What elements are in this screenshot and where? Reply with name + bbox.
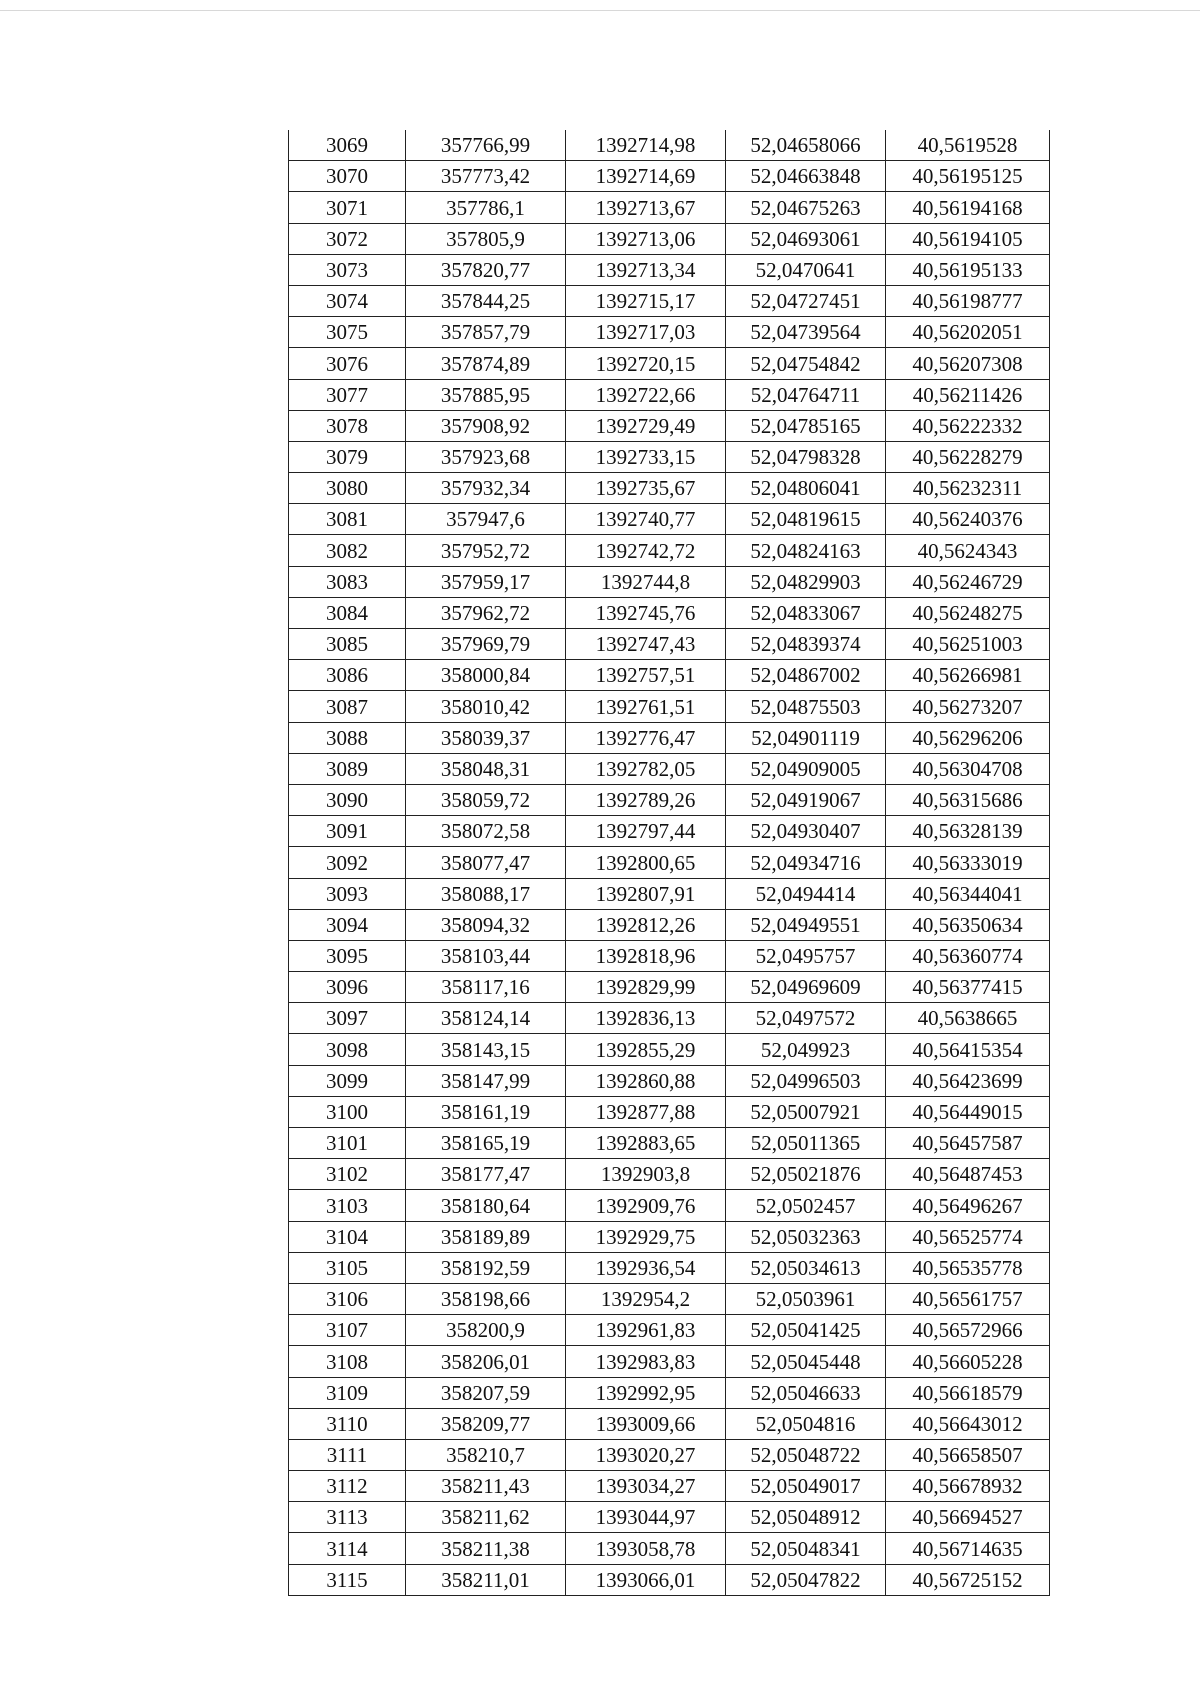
point-number-cell: 3103 (289, 1190, 406, 1221)
point-number-cell: 3080 (289, 473, 406, 504)
y-coordinate-cell: 1392797,44 (566, 816, 726, 847)
point-number-cell: 3085 (289, 629, 406, 660)
latitude-cell: 52,04663848 (726, 161, 886, 192)
x-coordinate-cell: 358088,17 (406, 878, 566, 909)
table-row (289, 285, 1050, 316)
point-number-cell: 3078 (289, 410, 406, 441)
y-coordinate-cell: 1392800,65 (566, 847, 726, 878)
table-row (289, 1003, 1050, 1034)
longitude-cell: 40,56487453 (886, 1159, 1050, 1190)
table-row (289, 254, 1050, 285)
point-number-cell: 3089 (289, 753, 406, 784)
y-coordinate-cell: 1393058,78 (566, 1533, 726, 1564)
y-coordinate-cell: 1392713,06 (566, 223, 726, 254)
y-coordinate-cell: 1392733,15 (566, 441, 726, 472)
x-coordinate-cell: 358161,19 (406, 1096, 566, 1127)
longitude-cell: 40,56344041 (886, 878, 1050, 909)
table-row (289, 223, 1050, 254)
table-row (289, 597, 1050, 628)
latitude-cell: 52,04675263 (726, 192, 886, 223)
latitude-cell: 52,04754842 (726, 348, 886, 379)
latitude-cell: 52,0494414 (726, 878, 886, 909)
table-row (289, 1533, 1050, 1564)
y-coordinate-cell: 1392714,98 (566, 130, 726, 161)
x-coordinate-cell: 358010,42 (406, 691, 566, 722)
latitude-cell: 52,04930407 (726, 816, 886, 847)
point-number-cell: 3101 (289, 1128, 406, 1159)
table-row (289, 130, 1050, 161)
table-row (289, 972, 1050, 1003)
longitude-cell: 40,56240376 (886, 504, 1050, 535)
latitude-cell: 52,049923 (726, 1034, 886, 1065)
latitude-cell: 52,0497572 (726, 1003, 886, 1034)
table-row (289, 379, 1050, 410)
table-row (289, 847, 1050, 878)
latitude-cell: 52,04875503 (726, 691, 886, 722)
point-number-cell: 3076 (289, 348, 406, 379)
table-row (289, 753, 1050, 784)
longitude-cell: 40,56333019 (886, 847, 1050, 878)
point-number-cell: 3090 (289, 784, 406, 815)
y-coordinate-cell: 1392855,29 (566, 1034, 726, 1065)
y-coordinate-cell: 1392903,8 (566, 1159, 726, 1190)
latitude-cell: 52,0504816 (726, 1408, 886, 1439)
point-number-cell: 3096 (289, 972, 406, 1003)
y-coordinate-cell: 1392714,69 (566, 161, 726, 192)
table-row (289, 1221, 1050, 1252)
table-row (289, 161, 1050, 192)
y-coordinate-cell: 1392715,17 (566, 285, 726, 316)
longitude-cell: 40,56535778 (886, 1252, 1050, 1283)
x-coordinate-cell: 357908,92 (406, 410, 566, 441)
longitude-cell: 40,56273207 (886, 691, 1050, 722)
longitude-cell: 40,56228279 (886, 441, 1050, 472)
latitude-cell: 52,04833067 (726, 597, 886, 628)
latitude-cell: 52,0503961 (726, 1283, 886, 1314)
point-number-cell: 3071 (289, 192, 406, 223)
latitude-cell: 52,04658066 (726, 130, 886, 161)
y-coordinate-cell: 1393034,27 (566, 1471, 726, 1502)
point-number-cell: 3073 (289, 254, 406, 285)
table-row (289, 1283, 1050, 1314)
coordinates-table-body (289, 130, 1050, 1595)
x-coordinate-cell: 358048,31 (406, 753, 566, 784)
longitude-cell: 40,56304708 (886, 753, 1050, 784)
x-coordinate-cell: 358211,38 (406, 1533, 566, 1564)
longitude-cell: 40,56194105 (886, 223, 1050, 254)
table-row (289, 1377, 1050, 1408)
y-coordinate-cell: 1392742,72 (566, 535, 726, 566)
table-row (289, 1159, 1050, 1190)
longitude-cell: 40,56694527 (886, 1502, 1050, 1533)
table-row (289, 784, 1050, 815)
latitude-cell: 52,04785165 (726, 410, 886, 441)
x-coordinate-cell: 358192,59 (406, 1252, 566, 1283)
longitude-cell: 40,56248275 (886, 597, 1050, 628)
y-coordinate-cell: 1392909,76 (566, 1190, 726, 1221)
y-coordinate-cell: 1392877,88 (566, 1096, 726, 1127)
latitude-cell: 52,05007921 (726, 1096, 886, 1127)
y-coordinate-cell: 1392883,65 (566, 1128, 726, 1159)
table-row (289, 192, 1050, 223)
table-row (289, 878, 1050, 909)
longitude-cell: 40,56678932 (886, 1471, 1050, 1502)
y-coordinate-cell: 1392745,76 (566, 597, 726, 628)
latitude-cell: 52,04919067 (726, 784, 886, 815)
x-coordinate-cell: 358198,66 (406, 1283, 566, 1314)
x-coordinate-cell: 357805,9 (406, 223, 566, 254)
y-coordinate-cell: 1392992,95 (566, 1377, 726, 1408)
table-row (289, 1564, 1050, 1595)
latitude-cell: 52,05045448 (726, 1346, 886, 1377)
x-coordinate-cell: 358206,01 (406, 1346, 566, 1377)
latitude-cell: 52,04949551 (726, 909, 886, 940)
longitude-cell: 40,56561757 (886, 1283, 1050, 1314)
point-number-cell: 3075 (289, 317, 406, 348)
latitude-cell: 52,05041425 (726, 1315, 886, 1346)
point-number-cell: 3111 (289, 1439, 406, 1470)
x-coordinate-cell: 358211,01 (406, 1564, 566, 1595)
point-number-cell: 3087 (289, 691, 406, 722)
x-coordinate-cell: 357786,1 (406, 192, 566, 223)
table-row (289, 1065, 1050, 1096)
x-coordinate-cell: 358039,37 (406, 722, 566, 753)
x-coordinate-cell: 358165,19 (406, 1128, 566, 1159)
x-coordinate-cell: 358211,43 (406, 1471, 566, 1502)
longitude-cell: 40,56423699 (886, 1065, 1050, 1096)
y-coordinate-cell: 1392961,83 (566, 1315, 726, 1346)
point-number-cell: 3109 (289, 1377, 406, 1408)
y-coordinate-cell: 1392983,83 (566, 1346, 726, 1377)
point-number-cell: 3093 (289, 878, 406, 909)
longitude-cell: 40,56207308 (886, 348, 1050, 379)
y-coordinate-cell: 1392807,91 (566, 878, 726, 909)
table-row (289, 1190, 1050, 1221)
longitude-cell: 40,56377415 (886, 972, 1050, 1003)
x-coordinate-cell: 357959,17 (406, 566, 566, 597)
latitude-cell: 52,04798328 (726, 441, 886, 472)
longitude-cell: 40,56415354 (886, 1034, 1050, 1065)
point-number-cell: 3099 (289, 1065, 406, 1096)
x-coordinate-cell: 358094,32 (406, 909, 566, 940)
x-coordinate-cell: 357923,68 (406, 441, 566, 472)
latitude-cell: 52,04764711 (726, 379, 886, 410)
table-row (289, 1408, 1050, 1439)
x-coordinate-cell: 358077,47 (406, 847, 566, 878)
table-row (289, 722, 1050, 753)
y-coordinate-cell: 1392740,77 (566, 504, 726, 535)
table-row (289, 566, 1050, 597)
latitude-cell: 52,04693061 (726, 223, 886, 254)
y-coordinate-cell: 1392860,88 (566, 1065, 726, 1096)
y-coordinate-cell: 1392720,15 (566, 348, 726, 379)
table-row (289, 1252, 1050, 1283)
table-row (289, 691, 1050, 722)
longitude-cell: 40,56246729 (886, 566, 1050, 597)
table-row (289, 660, 1050, 691)
x-coordinate-cell: 357874,89 (406, 348, 566, 379)
longitude-cell: 40,56572966 (886, 1315, 1050, 1346)
latitude-cell: 52,04901119 (726, 722, 886, 753)
y-coordinate-cell: 1392782,05 (566, 753, 726, 784)
x-coordinate-cell: 358147,99 (406, 1065, 566, 1096)
point-number-cell: 3105 (289, 1252, 406, 1283)
longitude-cell: 40,56714635 (886, 1533, 1050, 1564)
longitude-cell: 40,56605228 (886, 1346, 1050, 1377)
point-number-cell: 3102 (289, 1159, 406, 1190)
latitude-cell: 52,05032363 (726, 1221, 886, 1252)
latitude-cell: 52,0502457 (726, 1190, 886, 1221)
table-row (289, 1346, 1050, 1377)
latitude-cell: 52,05049017 (726, 1471, 886, 1502)
latitude-cell: 52,04824163 (726, 535, 886, 566)
y-coordinate-cell: 1392735,67 (566, 473, 726, 504)
latitude-cell: 52,05034613 (726, 1252, 886, 1283)
longitude-cell: 40,56725152 (886, 1564, 1050, 1595)
y-coordinate-cell: 1392722,66 (566, 379, 726, 410)
point-number-cell: 3097 (289, 1003, 406, 1034)
x-coordinate-cell: 357962,72 (406, 597, 566, 628)
table-row (289, 940, 1050, 971)
point-number-cell: 3115 (289, 1564, 406, 1595)
point-number-cell: 3108 (289, 1346, 406, 1377)
longitude-cell: 40,56202051 (886, 317, 1050, 348)
longitude-cell: 40,56251003 (886, 629, 1050, 660)
point-number-cell: 3084 (289, 597, 406, 628)
x-coordinate-cell: 358072,58 (406, 816, 566, 847)
x-coordinate-cell: 358200,9 (406, 1315, 566, 1346)
point-number-cell: 3082 (289, 535, 406, 566)
x-coordinate-cell: 357952,72 (406, 535, 566, 566)
longitude-cell: 40,56198777 (886, 285, 1050, 316)
x-coordinate-cell: 357932,34 (406, 473, 566, 504)
table-row (289, 909, 1050, 940)
point-number-cell: 3069 (289, 130, 406, 161)
y-coordinate-cell: 1392818,96 (566, 940, 726, 971)
y-coordinate-cell: 1392936,54 (566, 1252, 726, 1283)
y-coordinate-cell: 1392789,26 (566, 784, 726, 815)
longitude-cell: 40,56328139 (886, 816, 1050, 847)
longitude-cell: 40,5624343 (886, 535, 1050, 566)
y-coordinate-cell: 1392744,8 (566, 566, 726, 597)
longitude-cell: 40,56211426 (886, 379, 1050, 410)
latitude-cell: 52,04839374 (726, 629, 886, 660)
x-coordinate-cell: 357820,77 (406, 254, 566, 285)
y-coordinate-cell: 1393044,97 (566, 1502, 726, 1533)
x-coordinate-cell: 358207,59 (406, 1377, 566, 1408)
longitude-cell: 40,56232311 (886, 473, 1050, 504)
longitude-cell: 40,56350634 (886, 909, 1050, 940)
table-row (289, 629, 1050, 660)
point-number-cell: 3081 (289, 504, 406, 535)
longitude-cell: 40,56195125 (886, 161, 1050, 192)
longitude-cell: 40,56618579 (886, 1377, 1050, 1408)
point-number-cell: 3094 (289, 909, 406, 940)
latitude-cell: 52,05046633 (726, 1377, 886, 1408)
x-coordinate-cell: 357969,79 (406, 629, 566, 660)
x-coordinate-cell: 357885,95 (406, 379, 566, 410)
point-number-cell: 3106 (289, 1283, 406, 1314)
latitude-cell: 52,04969609 (726, 972, 886, 1003)
x-coordinate-cell: 358210,7 (406, 1439, 566, 1470)
point-number-cell: 3091 (289, 816, 406, 847)
latitude-cell: 52,04829903 (726, 566, 886, 597)
x-coordinate-cell: 358124,14 (406, 1003, 566, 1034)
coordinates-table (288, 130, 1050, 1596)
x-coordinate-cell: 358180,64 (406, 1190, 566, 1221)
longitude-cell: 40,56457587 (886, 1128, 1050, 1159)
y-coordinate-cell: 1392713,34 (566, 254, 726, 285)
y-coordinate-cell: 1392713,67 (566, 192, 726, 223)
x-coordinate-cell: 358059,72 (406, 784, 566, 815)
table-row (289, 1439, 1050, 1470)
latitude-cell: 52,05048722 (726, 1439, 886, 1470)
table-row (289, 317, 1050, 348)
latitude-cell: 52,04739564 (726, 317, 886, 348)
longitude-cell: 40,56194168 (886, 192, 1050, 223)
latitude-cell: 52,05011365 (726, 1128, 886, 1159)
y-coordinate-cell: 1392829,99 (566, 972, 726, 1003)
y-coordinate-cell: 1392747,43 (566, 629, 726, 660)
point-number-cell: 3072 (289, 223, 406, 254)
latitude-cell: 52,05048341 (726, 1533, 886, 1564)
y-coordinate-cell: 1393020,27 (566, 1439, 726, 1470)
y-coordinate-cell: 1392776,47 (566, 722, 726, 753)
y-coordinate-cell: 1392836,13 (566, 1003, 726, 1034)
x-coordinate-cell: 358189,89 (406, 1221, 566, 1252)
latitude-cell: 52,04996503 (726, 1065, 886, 1096)
x-coordinate-cell: 357766,99 (406, 130, 566, 161)
y-coordinate-cell: 1392812,26 (566, 909, 726, 940)
longitude-cell: 40,56525774 (886, 1221, 1050, 1252)
point-number-cell: 3088 (289, 722, 406, 753)
point-number-cell: 3079 (289, 441, 406, 472)
point-number-cell: 3110 (289, 1408, 406, 1439)
x-coordinate-cell: 358103,44 (406, 940, 566, 971)
y-coordinate-cell: 1392954,2 (566, 1283, 726, 1314)
point-number-cell: 3086 (289, 660, 406, 691)
y-coordinate-cell: 1393009,66 (566, 1408, 726, 1439)
latitude-cell: 52,04727451 (726, 285, 886, 316)
x-coordinate-cell: 357773,42 (406, 161, 566, 192)
latitude-cell: 52,05047822 (726, 1564, 886, 1595)
latitude-cell: 52,04934716 (726, 847, 886, 878)
point-number-cell: 3092 (289, 847, 406, 878)
y-coordinate-cell: 1392757,51 (566, 660, 726, 691)
longitude-cell: 40,56315686 (886, 784, 1050, 815)
table-row (289, 1034, 1050, 1065)
y-coordinate-cell: 1393066,01 (566, 1564, 726, 1595)
x-coordinate-cell: 358117,16 (406, 972, 566, 1003)
longitude-cell: 40,56643012 (886, 1408, 1050, 1439)
x-coordinate-cell: 358177,47 (406, 1159, 566, 1190)
y-coordinate-cell: 1392729,49 (566, 410, 726, 441)
longitude-cell: 40,5619528 (886, 130, 1050, 161)
point-number-cell: 3074 (289, 285, 406, 316)
table-row (289, 473, 1050, 504)
longitude-cell: 40,56496267 (886, 1190, 1050, 1221)
longitude-cell: 40,56222332 (886, 410, 1050, 441)
table-row (289, 1471, 1050, 1502)
table-row (289, 1128, 1050, 1159)
x-coordinate-cell: 358143,15 (406, 1034, 566, 1065)
latitude-cell: 52,04806041 (726, 473, 886, 504)
point-number-cell: 3100 (289, 1096, 406, 1127)
table-row (289, 348, 1050, 379)
table-row (289, 504, 1050, 535)
point-number-cell: 3077 (289, 379, 406, 410)
latitude-cell: 52,04909005 (726, 753, 886, 784)
latitude-cell: 52,05048912 (726, 1502, 886, 1533)
y-coordinate-cell: 1392761,51 (566, 691, 726, 722)
table-row (289, 441, 1050, 472)
table-row (289, 410, 1050, 441)
point-number-cell: 3095 (289, 940, 406, 971)
y-coordinate-cell: 1392929,75 (566, 1221, 726, 1252)
x-coordinate-cell: 357857,79 (406, 317, 566, 348)
latitude-cell: 52,0495757 (726, 940, 886, 971)
table-row (289, 1096, 1050, 1127)
table-row (289, 816, 1050, 847)
point-number-cell: 3083 (289, 566, 406, 597)
table-row (289, 1315, 1050, 1346)
point-number-cell: 3113 (289, 1502, 406, 1533)
longitude-cell: 40,56658507 (886, 1439, 1050, 1470)
longitude-cell: 40,56195133 (886, 254, 1050, 285)
x-coordinate-cell: 357844,25 (406, 285, 566, 316)
longitude-cell: 40,56296206 (886, 722, 1050, 753)
latitude-cell: 52,04867002 (726, 660, 886, 691)
longitude-cell: 40,5638665 (886, 1003, 1050, 1034)
longitude-cell: 40,56266981 (886, 660, 1050, 691)
latitude-cell: 52,04819615 (726, 504, 886, 535)
table-row (289, 1502, 1050, 1533)
x-coordinate-cell: 358000,84 (406, 660, 566, 691)
table-row (289, 535, 1050, 566)
longitude-cell: 40,56449015 (886, 1096, 1050, 1127)
latitude-cell: 52,0470641 (726, 254, 886, 285)
longitude-cell: 40,56360774 (886, 940, 1050, 971)
point-number-cell: 3098 (289, 1034, 406, 1065)
scan-edge-line (0, 10, 1200, 11)
latitude-cell: 52,05021876 (726, 1159, 886, 1190)
point-number-cell: 3104 (289, 1221, 406, 1252)
point-number-cell: 3070 (289, 161, 406, 192)
x-coordinate-cell: 358209,77 (406, 1408, 566, 1439)
x-coordinate-cell: 357947,6 (406, 504, 566, 535)
point-number-cell: 3107 (289, 1315, 406, 1346)
x-coordinate-cell: 358211,62 (406, 1502, 566, 1533)
point-number-cell: 3114 (289, 1533, 406, 1564)
point-number-cell: 3112 (289, 1471, 406, 1502)
y-coordinate-cell: 1392717,03 (566, 317, 726, 348)
